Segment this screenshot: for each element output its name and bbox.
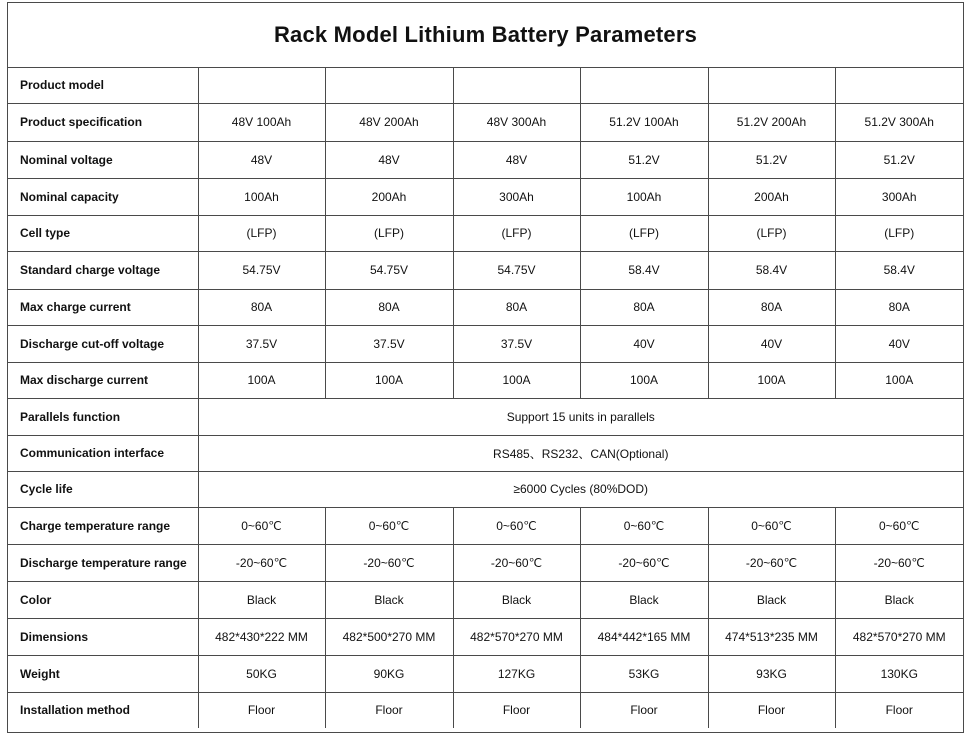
table-cell: 51.2V 200Ah (708, 103, 835, 141)
table-cell: 474*513*235 MM (708, 618, 835, 655)
row-label: Color (8, 581, 198, 618)
table-row (8, 251, 963, 289)
table-row (8, 398, 963, 435)
table-cell: 54.75V (453, 251, 580, 289)
table-cell: 37.5V (325, 325, 453, 362)
table-cell: 100A (198, 362, 325, 398)
merged-cell: ≥6000 Cycles (80%DOD) (198, 471, 963, 507)
row-label: Dimensions (8, 618, 198, 655)
row-label: Communication interface (8, 435, 198, 471)
table-row (8, 544, 963, 581)
table-cell: 80A (453, 289, 580, 325)
table-row (8, 435, 963, 471)
table-cell: Black (580, 581, 708, 618)
row-label: Standard charge voltage (8, 251, 198, 289)
table-cell: 0~60℃ (835, 507, 963, 544)
table-cell: Black (708, 581, 835, 618)
table-cell: 54.75V (198, 251, 325, 289)
table-row (8, 68, 963, 103)
table-cell: -20~60℃ (453, 544, 580, 581)
table-row (8, 692, 963, 728)
table-cell: 48V 300Ah (453, 103, 580, 141)
table-cell: 100A (325, 362, 453, 398)
table-cell (453, 68, 580, 103)
table-cell: -20~60℃ (198, 544, 325, 581)
row-label: Max charge current (8, 289, 198, 325)
table-row (8, 215, 963, 251)
table-cell: 48V 100Ah (198, 103, 325, 141)
table-cell: -20~60℃ (580, 544, 708, 581)
table-row (8, 362, 963, 398)
table-cell: 482*570*270 MM (453, 618, 580, 655)
table-cell: Black (325, 581, 453, 618)
table-cell: -20~60℃ (325, 544, 453, 581)
table-row (8, 289, 963, 325)
table-cell: 80A (198, 289, 325, 325)
table-cell: Black (453, 581, 580, 618)
row-label: Product model (8, 68, 198, 103)
table-cell: 482*570*270 MM (835, 618, 963, 655)
table-cell: 200Ah (325, 178, 453, 215)
table-cell: 127KG (453, 655, 580, 692)
table-cell: -20~60℃ (708, 544, 835, 581)
row-label: Nominal capacity (8, 178, 198, 215)
table-cell: 482*500*270 MM (325, 618, 453, 655)
table-cell: 300Ah (453, 178, 580, 215)
row-label: Charge temperature range (8, 507, 198, 544)
table-cell (325, 68, 453, 103)
table-cell: 58.4V (580, 251, 708, 289)
table-cell: (LFP) (835, 215, 963, 251)
table-cell: 48V (453, 141, 580, 178)
row-label: Weight (8, 655, 198, 692)
table-cell: 53KG (580, 655, 708, 692)
table-cell: (LFP) (453, 215, 580, 251)
table-cell: (LFP) (325, 215, 453, 251)
table-cell: Black (198, 581, 325, 618)
table-row (8, 581, 963, 618)
row-label: Nominal voltage (8, 141, 198, 178)
table-row (8, 141, 963, 178)
table-cell: Floor (198, 692, 325, 728)
parameters-table (8, 68, 963, 728)
row-label: Cell type (8, 215, 198, 251)
table-cell: 300Ah (835, 178, 963, 215)
table-cell: 80A (835, 289, 963, 325)
table-cell: Black (835, 581, 963, 618)
table-cell: 50KG (198, 655, 325, 692)
table-cell: Floor (835, 692, 963, 728)
table-cell: 40V (708, 325, 835, 362)
page-title: Rack Model Lithium Battery Parameters (8, 3, 963, 68)
table-cell: 51.2V 300Ah (835, 103, 963, 141)
table-cell: 48V (325, 141, 453, 178)
spec-sheet (7, 2, 964, 733)
table-cell: 58.4V (708, 251, 835, 289)
table-cell: 80A (325, 289, 453, 325)
table-cell: 51.2V 100Ah (580, 103, 708, 141)
row-label: Cycle life (8, 471, 198, 507)
table-cell: 200Ah (708, 178, 835, 215)
table-cell (580, 68, 708, 103)
table-cell (835, 68, 963, 103)
table-cell: 48V 200Ah (325, 103, 453, 141)
table-row (8, 507, 963, 544)
table-cell: 48V (198, 141, 325, 178)
table-cell: 51.2V (580, 141, 708, 178)
table-cell: 51.2V (708, 141, 835, 178)
table-cell: 90KG (325, 655, 453, 692)
table-cell: 80A (708, 289, 835, 325)
table-cell: 0~60℃ (708, 507, 835, 544)
table-cell: 100A (835, 362, 963, 398)
table-cell: (LFP) (198, 215, 325, 251)
row-label: Parallels function (8, 398, 198, 435)
row-label: Installation method (8, 692, 198, 728)
table-cell (198, 68, 325, 103)
table-cell: 93KG (708, 655, 835, 692)
table-cell: 0~60℃ (325, 507, 453, 544)
table-cell: (LFP) (708, 215, 835, 251)
table-cell: 100Ah (198, 178, 325, 215)
table-cell: 100Ah (580, 178, 708, 215)
table-cell (708, 68, 835, 103)
table-cell: 40V (835, 325, 963, 362)
table-cell: 0~60℃ (453, 507, 580, 544)
table-cell: Floor (580, 692, 708, 728)
table-row (8, 655, 963, 692)
table-cell: 130KG (835, 655, 963, 692)
table-cell: Floor (325, 692, 453, 728)
row-label: Product specification (8, 103, 198, 141)
merged-cell: RS485、RS232、CAN(Optional) (198, 435, 963, 471)
row-label: Max discharge current (8, 362, 198, 398)
table-cell: 100A (580, 362, 708, 398)
table-row (8, 325, 963, 362)
table-cell: 58.4V (835, 251, 963, 289)
table-cell: 482*430*222 MM (198, 618, 325, 655)
table-row (8, 471, 963, 507)
row-label: Discharge temperature range (8, 544, 198, 581)
table-row (8, 103, 963, 141)
table-cell: 51.2V (835, 141, 963, 178)
table-cell: -20~60℃ (835, 544, 963, 581)
merged-cell: Support 15 units in parallels (198, 398, 963, 435)
table-cell: 80A (580, 289, 708, 325)
table-row (8, 618, 963, 655)
table-cell: 484*442*165 MM (580, 618, 708, 655)
table-cell: Floor (453, 692, 580, 728)
table-cell: 0~60℃ (580, 507, 708, 544)
table-cell: 100A (708, 362, 835, 398)
table-cell: (LFP) (580, 215, 708, 251)
row-label: Discharge cut-off voltage (8, 325, 198, 362)
table-cell: 40V (580, 325, 708, 362)
table-cell: 54.75V (325, 251, 453, 289)
table-row (8, 178, 963, 215)
table-cell: 37.5V (453, 325, 580, 362)
table-cell: Floor (708, 692, 835, 728)
table-cell: 37.5V (198, 325, 325, 362)
table-cell: 100A (453, 362, 580, 398)
table-cell: 0~60℃ (198, 507, 325, 544)
